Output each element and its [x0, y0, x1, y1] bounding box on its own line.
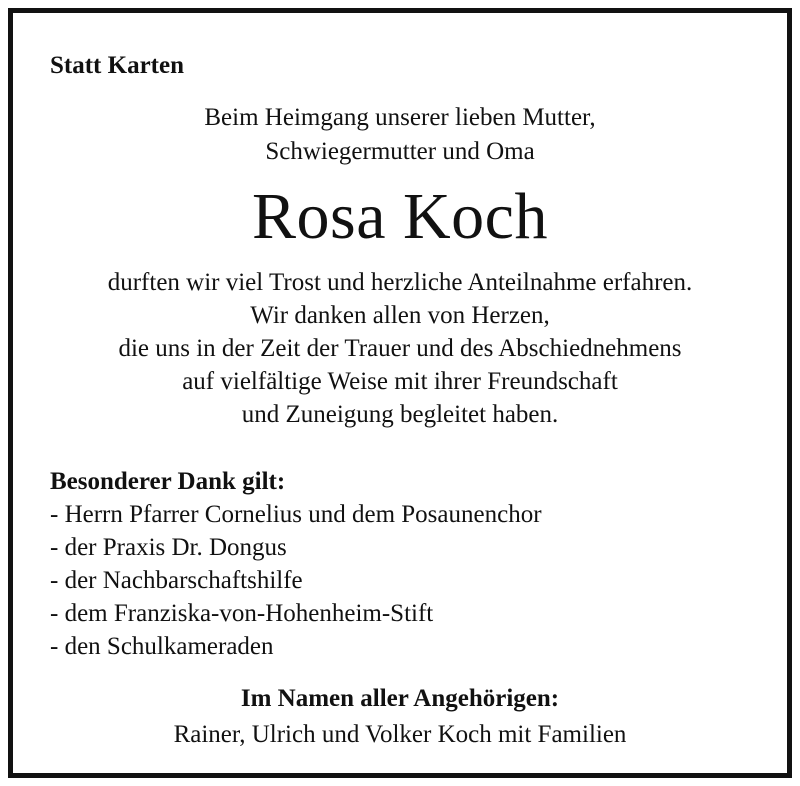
- intro-text: [13, 101, 787, 169]
- closing-title: Im Namen aller Angehörigen:: [240, 685, 560, 712]
- list-item: - dem Franziska-von-Hohenheim-Stift: [50, 600, 434, 627]
- list-item: - der Praxis Dr. Dongus: [50, 534, 287, 561]
- closing-section: [13, 681, 787, 753]
- body-line: auf vielfältige Weise mit ihrer Freundschaft: [182, 368, 618, 395]
- notice-frame: [8, 8, 792, 778]
- thank-you-text: [13, 266, 787, 431]
- special-thanks-heading: Besonderer Dank gilt:: [50, 468, 286, 495]
- body-line: durften wir viel Trost und herzliche Anteilnahme erfahren.: [107, 269, 693, 296]
- intro-line: Beim Heimgang unserer lieben Mutter,: [204, 104, 596, 131]
- list-item: - Herrn Pfarrer Cornelius und dem Posaunenchor: [50, 501, 542, 528]
- list-item: - der Nachbarschaftshilfe: [50, 567, 303, 594]
- closing-names: Rainer, Ulrich und Volker Koch mit Familien: [173, 721, 627, 748]
- list-item: - den Schulkameraden: [50, 633, 274, 660]
- notice-heading: Statt Karten: [50, 52, 184, 79]
- body-line: Wir danken allen von Herzen,: [250, 302, 550, 329]
- body-line: die uns in der Zeit der Trauer und des Abschiednehmens: [118, 335, 682, 362]
- special-thanks-section: [50, 465, 542, 663]
- body-line: und Zuneigung begleitet haben.: [241, 401, 559, 428]
- intro-line: Schwiegermutter und Oma: [265, 138, 535, 165]
- special-thanks-list: [50, 498, 542, 663]
- deceased-name: Rosa Koch: [252, 180, 548, 253]
